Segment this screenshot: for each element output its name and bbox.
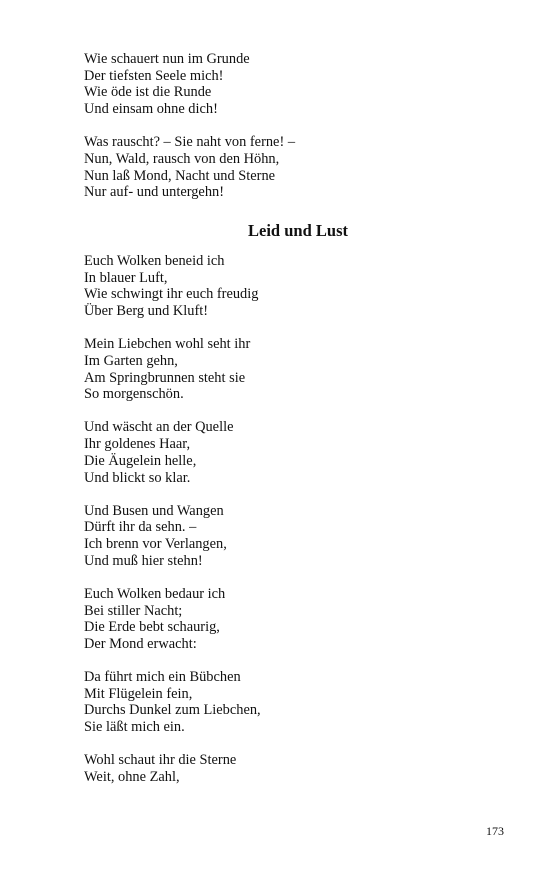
verse-line: Weit, ohne Zahl, <box>84 768 180 785</box>
verse-line: Dürft ihr da sehn. – <box>84 519 197 536</box>
verse-line: Und wäscht an der Quelle <box>84 419 234 436</box>
verse-line: Da führt mich ein Bübchen <box>84 669 241 686</box>
verse-line: Euch Wolken beneid ich <box>84 253 225 270</box>
stanza <box>84 336 514 403</box>
verse-line: Ich brenn vor Verlangen, <box>84 536 227 553</box>
stanza <box>84 752 514 785</box>
verse-line: Und Busen und Wangen <box>84 502 224 519</box>
verse-line: Die Äugelein helle, <box>84 452 197 469</box>
verse-line: Euch Wolken bedaur ich <box>84 585 226 602</box>
verse-line: Wie öde ist die Runde <box>84 84 212 101</box>
verse-line: Ihr goldenes Haar, <box>84 436 191 453</box>
verse-line: Nun laß Mond, Nacht und Sterne <box>84 167 276 184</box>
stanza <box>84 669 514 736</box>
verse-line: Was rauscht? – Sie naht von ferne! – <box>84 134 296 151</box>
verse-line: Der tiefsten Seele mich! <box>84 67 224 84</box>
stanza <box>84 586 514 653</box>
verse-line: Nur auf- und untergehn! <box>84 184 224 201</box>
verse-line: Wie schwingt ihr euch freudig <box>84 286 259 303</box>
verse-line: Im Garten gehn, <box>84 352 178 369</box>
verse-line: Am Springbrunnen steht sie <box>84 369 246 386</box>
verse-line: Sie läßt mich ein. <box>84 719 185 736</box>
verse-line: Nun, Wald, rausch von den Höhn, <box>84 150 280 167</box>
verse-line: Und blickt so klar. <box>84 469 191 486</box>
verse-line: Die Erde bebt schaurig, <box>84 619 220 636</box>
verse-line: So morgenschön. <box>84 386 184 403</box>
verse-line: Mit Flügelein fein, <box>84 685 193 702</box>
verse-line: Über Berg und Kluft! <box>84 303 209 320</box>
verse-line: Und einsam ohne dich! <box>84 101 218 118</box>
verse-line: Durchs Dunkel zum Liebchen, <box>84 702 261 719</box>
verse-line: Der Mond erwacht: <box>84 635 197 652</box>
verse-line: Bei stiller Nacht; <box>84 602 183 619</box>
verse-line: Wohl schaut ihr die Sterne <box>84 752 237 769</box>
verse-line: Wie schauert nun im Grunde <box>84 51 250 67</box>
verse-line: Mein Liebchen wohl seht ihr <box>84 336 251 353</box>
page-text <box>84 51 514 802</box>
stanza <box>84 419 514 486</box>
poem-title: Leid und Lust <box>248 221 348 241</box>
stanza <box>84 503 514 570</box>
stanza <box>84 134 514 201</box>
stanza <box>84 51 514 118</box>
verse-line: Und muß hier stehn! <box>84 552 203 569</box>
verse-line: In blauer Luft, <box>84 269 168 286</box>
stanza <box>84 253 514 320</box>
page-number: 173 <box>486 824 504 838</box>
